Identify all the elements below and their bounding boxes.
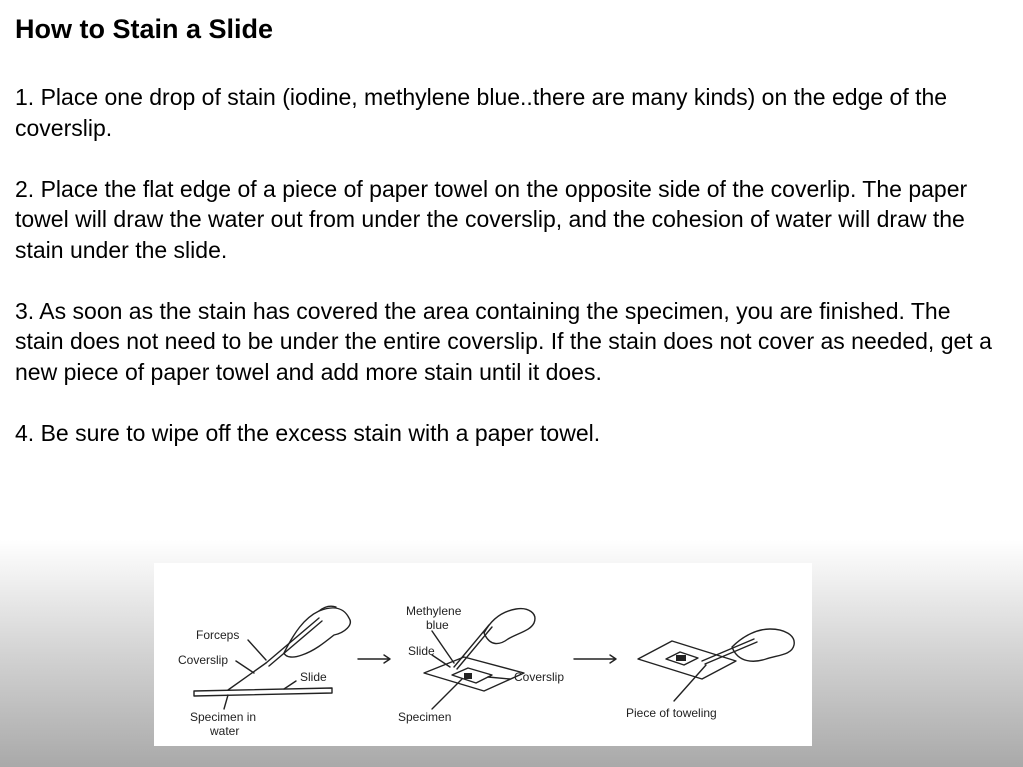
label-coverslip-1: Coverslip bbox=[178, 653, 229, 667]
label-specimen-line1: Specimen in bbox=[190, 710, 257, 724]
coverslip-shape bbox=[228, 663, 266, 690]
arrow-1 bbox=[358, 655, 390, 663]
label-specimen-line2: water bbox=[210, 724, 240, 738]
page-title: How to Stain a Slide bbox=[15, 14, 274, 44]
label-toweling: Piece of toweling bbox=[626, 706, 717, 720]
panel-lower-coverslip bbox=[178, 606, 350, 738]
hand-shape-2 bbox=[484, 609, 535, 644]
staining-illustration bbox=[154, 563, 812, 746]
label-coverslip-2: Coverslip bbox=[514, 670, 565, 684]
label-forceps: Forceps bbox=[196, 628, 240, 642]
step-4: 4. Be sure to wipe off the excess stain with a paper towel. bbox=[15, 419, 601, 446]
instruction-steps bbox=[15, 82, 1005, 479]
label-methylene: Methylene bbox=[406, 604, 462, 618]
arrow-2 bbox=[574, 655, 616, 663]
slide-shape bbox=[194, 688, 332, 696]
specimen-mark-2 bbox=[464, 673, 472, 679]
specimen-mark-3 bbox=[676, 655, 686, 661]
slide-shape-2 bbox=[424, 657, 524, 691]
step-1: 1. Place one drop of stain (iodine, methylene blue..there are many kinds) on the edge of the coverslip. bbox=[15, 84, 948, 141]
slide-shape-3 bbox=[638, 641, 736, 679]
label-slide-1: Slide bbox=[300, 670, 327, 684]
label-slide-2: Slide bbox=[408, 644, 435, 658]
hand-shape-1 bbox=[284, 608, 350, 657]
panel-draw-stain bbox=[626, 629, 794, 720]
label-blue: blue bbox=[426, 618, 449, 632]
label-specimen-2: Specimen bbox=[398, 710, 452, 724]
forceps-shape bbox=[266, 618, 322, 666]
step-3: 3. As soon as the stain has covered the area containing the specimen, you are finished. The stain does not need to be under the entire coverslip. If the stain does not cover as needed, get a new piece of paper towel and add more stain until it does. bbox=[15, 297, 992, 385]
staining-diagram bbox=[154, 563, 812, 746]
panel-add-stain bbox=[398, 604, 564, 724]
step-2: 2. Place the flat edge of a piece of paper towel on the opposite side of the coverlip. The paper towel will draw the water out from under the coverslip, and the cohesion of water will draw the stain under the slide. bbox=[15, 175, 968, 263]
